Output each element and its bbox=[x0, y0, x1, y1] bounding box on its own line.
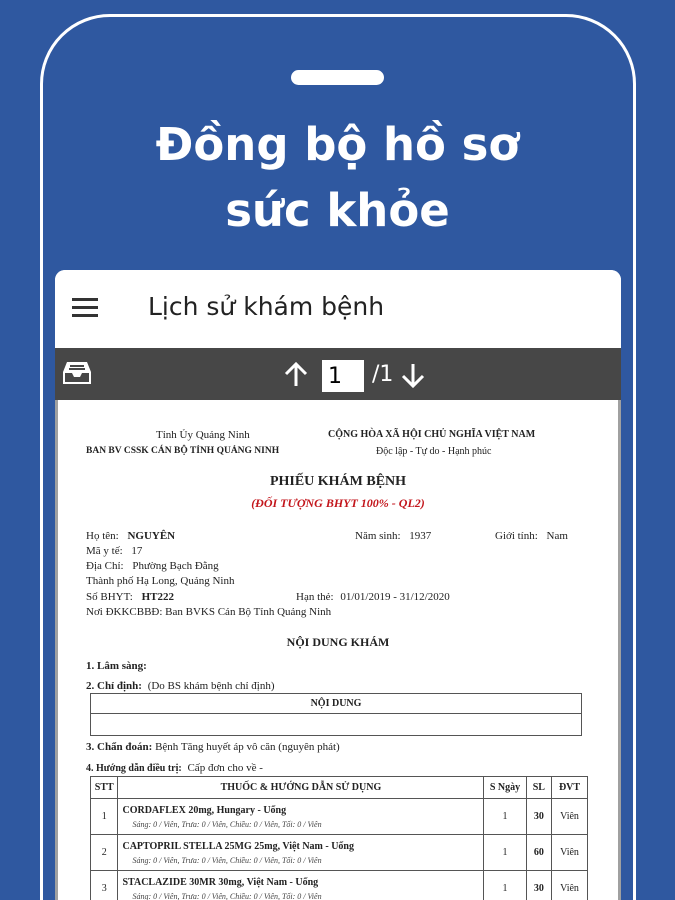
address-label: Địa Chỉ: bbox=[86, 560, 124, 572]
doc-subtitle: (ĐỐI TƯỢNG BHYT 100% - QL2) bbox=[251, 496, 425, 510]
phone-speaker bbox=[291, 70, 384, 85]
doc-right-header-2: Độc lập - Tự do - Hạnh phúc bbox=[376, 446, 492, 457]
section-treatment bbox=[86, 762, 263, 774]
row-days: 1 bbox=[484, 871, 526, 900]
col-header-days: S Ngày bbox=[484, 777, 526, 799]
row-days: 1 bbox=[484, 835, 526, 871]
app-bar bbox=[55, 270, 621, 348]
page-title: Lịch sử khám bệnh bbox=[148, 292, 385, 321]
drug-dosage: Sáng: 0 / Viên, Trưa: 0 / Viên, Chiều: 0 / Viên, Tối: 0 / Viên bbox=[132, 891, 322, 900]
headline-line-1: Đồng bộ hồ sơ bbox=[155, 118, 520, 171]
row-stt: 2 bbox=[91, 835, 118, 871]
indication-value: (Do BS khám bệnh chỉ định) bbox=[147, 680, 275, 692]
doc-left-header-1: Tỉnh Ủy Quảng Ninh bbox=[156, 429, 250, 441]
medical-id: 17 bbox=[131, 545, 143, 557]
drug-name: STACLAZIDE 30MR 30mg, Việt Nam - Uống bbox=[122, 876, 319, 888]
patient-name-label: Họ tên: bbox=[86, 530, 119, 542]
headline-line-2: sức khỏe bbox=[225, 184, 450, 237]
pdf-toolbar bbox=[55, 348, 621, 400]
patient-birth-row bbox=[355, 530, 431, 542]
patient-name: NGUYÊN bbox=[127, 530, 176, 542]
arrow-up-icon[interactable] bbox=[283, 362, 309, 388]
patient-birth: 1937 bbox=[409, 530, 432, 542]
medication-table-header-row bbox=[91, 777, 588, 799]
section-diagnosis bbox=[86, 741, 340, 753]
row-qty: 60 bbox=[526, 835, 551, 871]
table-row bbox=[91, 835, 588, 871]
doc-right-header-1: CỘNG HÒA XÃ HỘI CHỦ NGHĨA VIỆT NAM bbox=[328, 429, 536, 440]
inbox-tray-icon[interactable] bbox=[61, 358, 93, 388]
row-drug bbox=[118, 799, 484, 835]
content-table-empty-row bbox=[91, 714, 582, 736]
content-table-header: NỘI DUNG bbox=[91, 694, 582, 714]
table-row bbox=[91, 871, 588, 900]
address-row bbox=[86, 560, 219, 572]
row-stt: 1 bbox=[91, 799, 118, 835]
medical-id-row bbox=[86, 545, 142, 557]
drug-dosage: Sáng: 0 / Viên, Trưa: 0 / Viên, Chiều: 0 / Viên, Tối: 0 / Viên bbox=[132, 855, 322, 865]
pdf-page[interactable] bbox=[58, 400, 618, 900]
treatment-value: Cấp đơn cho về - bbox=[187, 762, 263, 774]
row-days: 1 bbox=[484, 799, 526, 835]
drug-name: CORDAFLEX 20mg, Hungary - Uống bbox=[122, 804, 287, 816]
hamburger-menu-icon[interactable] bbox=[72, 298, 98, 318]
col-header-unit: ĐVT bbox=[552, 777, 588, 799]
treatment-label: 4. Hướng dẫn điều trị: bbox=[86, 763, 182, 774]
section-indication bbox=[86, 680, 275, 692]
expiry-dates: 01/01/2019 - 31/12/2020 bbox=[340, 591, 450, 603]
patient-gender-label: Giới tính: bbox=[495, 530, 538, 542]
indication-label: 2. Chỉ định: bbox=[86, 680, 142, 692]
app-screen bbox=[55, 270, 621, 900]
bhyt-row bbox=[86, 591, 174, 603]
row-unit: Viên bbox=[552, 871, 588, 900]
doc-left-header-2: BAN BV CSSK CÁN BỘ TỈNH QUẢNG NINH bbox=[86, 446, 280, 456]
row-stt: 3 bbox=[91, 871, 118, 900]
diagnosis-value: Bệnh Tăng huyết áp vô căn (nguyên phát) bbox=[155, 741, 340, 753]
expiry-label: Hạn thẻ: bbox=[296, 591, 334, 603]
registry-place: Nơi ĐKKCBBĐ: Ban BVKS Cán Bộ Tỉnh Quảng Ninh bbox=[86, 606, 332, 618]
row-unit: Viên bbox=[552, 799, 588, 835]
medical-id-label: Mã y tế: bbox=[86, 545, 123, 557]
col-header-qty: SL bbox=[526, 777, 551, 799]
patient-birth-label: Năm sinh: bbox=[355, 530, 401, 542]
patient-gender: Nam bbox=[546, 530, 568, 542]
bhyt-number: HT222 bbox=[141, 591, 174, 603]
page-total: /1 bbox=[372, 362, 394, 387]
section-clinical: 1. Lâm sàng: bbox=[86, 660, 147, 672]
bhyt-label: Số BHYT: bbox=[86, 591, 133, 603]
row-qty: 30 bbox=[526, 871, 551, 900]
section-title: NỘI DUNG KHÁM bbox=[286, 635, 390, 649]
arrow-down-icon[interactable] bbox=[400, 362, 426, 388]
content-table bbox=[90, 693, 582, 736]
address-line-1: Phường Bạch Đằng bbox=[132, 560, 219, 572]
row-drug bbox=[118, 835, 484, 871]
row-drug bbox=[118, 871, 484, 900]
doc-title: PHIẾU KHÁM BỆNH bbox=[269, 474, 407, 489]
col-header-stt: STT bbox=[91, 777, 118, 799]
medication-table bbox=[90, 776, 588, 900]
drug-name: CAPTOPRIL STELLA 25MG 25mg, Việt Nam - Uống bbox=[122, 840, 354, 852]
row-qty: 30 bbox=[526, 799, 551, 835]
expiry-row bbox=[296, 591, 450, 603]
patient-gender-row bbox=[495, 530, 568, 542]
address-line-2: Thành phố Hạ Long, Quảng Ninh bbox=[86, 575, 235, 587]
page-number-input[interactable] bbox=[322, 360, 364, 392]
table-row bbox=[91, 799, 588, 835]
promo-headline bbox=[0, 112, 675, 244]
diagnosis-label: 3. Chẩn đoán: bbox=[86, 741, 153, 753]
row-unit: Viên bbox=[552, 835, 588, 871]
drug-dosage: Sáng: 0 / Viên, Trưa: 0 / Viên, Chiều: 0 / Viên, Tối: 0 / Viên bbox=[132, 819, 322, 829]
patient-name-row bbox=[86, 530, 175, 542]
col-header-drug: THUỐC & HƯỚNG DẪN SỬ DỤNG bbox=[118, 777, 484, 799]
